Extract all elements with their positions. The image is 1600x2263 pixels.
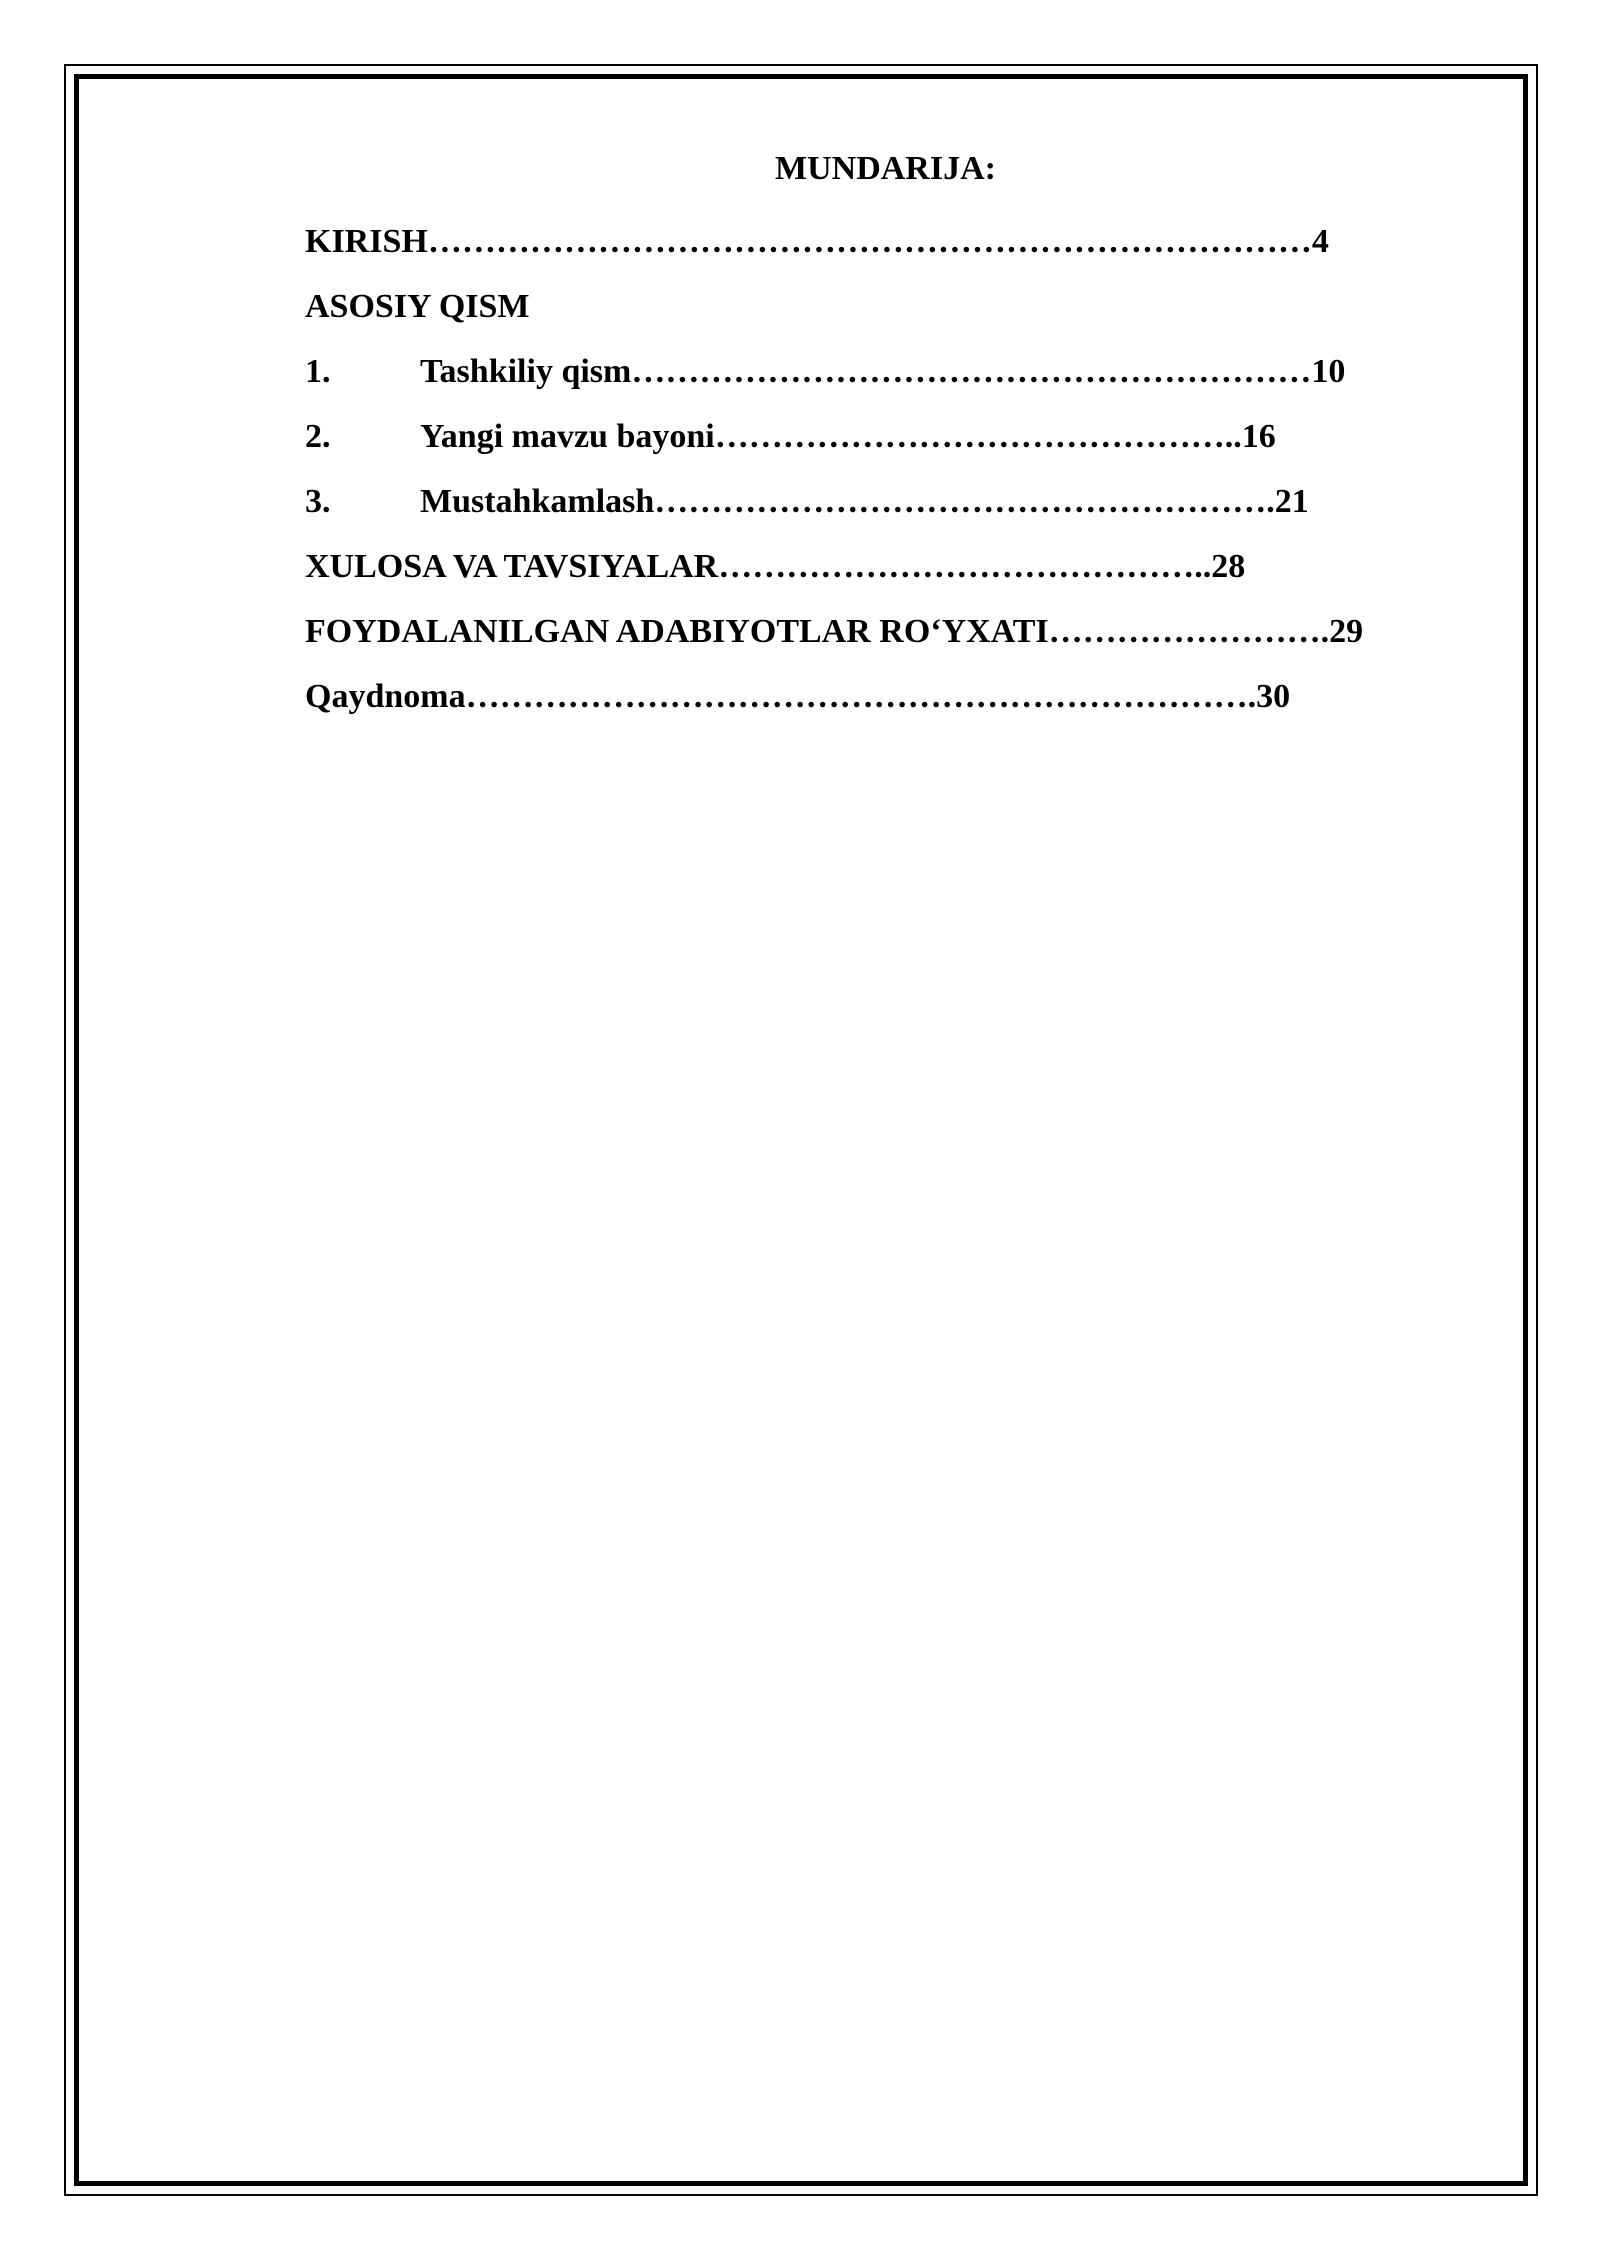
toc-entry-label: Yangi mavzu bayoni………………………………………..16	[420, 418, 1276, 455]
toc-entry-mustahkamlash	[305, 480, 1309, 524]
toc-entry-asosiy-qism: ASOSIY QISM	[305, 288, 530, 325]
toc-entry-number: 2.	[305, 418, 331, 455]
toc-entry-number: 1.	[305, 353, 331, 390]
toc-entry-kirish: KIRISH……………………………………………………………………4	[305, 223, 1329, 260]
toc-entry-yangi-mavzu	[305, 415, 1276, 459]
toc-entry-label: Mustahkamlash……………………………………………….21	[420, 483, 1309, 520]
toc-entry-number: 3.	[305, 483, 331, 520]
toc-title: MUNDARIJA:	[775, 150, 996, 187]
toc-entry-xulosa: XULOSA VA TAVSIYALAR……………………………………..28	[305, 548, 1246, 585]
toc-entry-label: Tashkiliy qism……………………………………………………10	[420, 353, 1346, 390]
toc-entry-adabiyotlar: FOYDALANILGAN ADABIYOTLAR RO‘YXATI…………………….29	[305, 613, 1364, 650]
toc-entry-tashkiliy-qism	[305, 350, 1345, 394]
toc-entry-qaydnoma: Qaydnoma…………………………………………………………….30	[305, 678, 1291, 715]
